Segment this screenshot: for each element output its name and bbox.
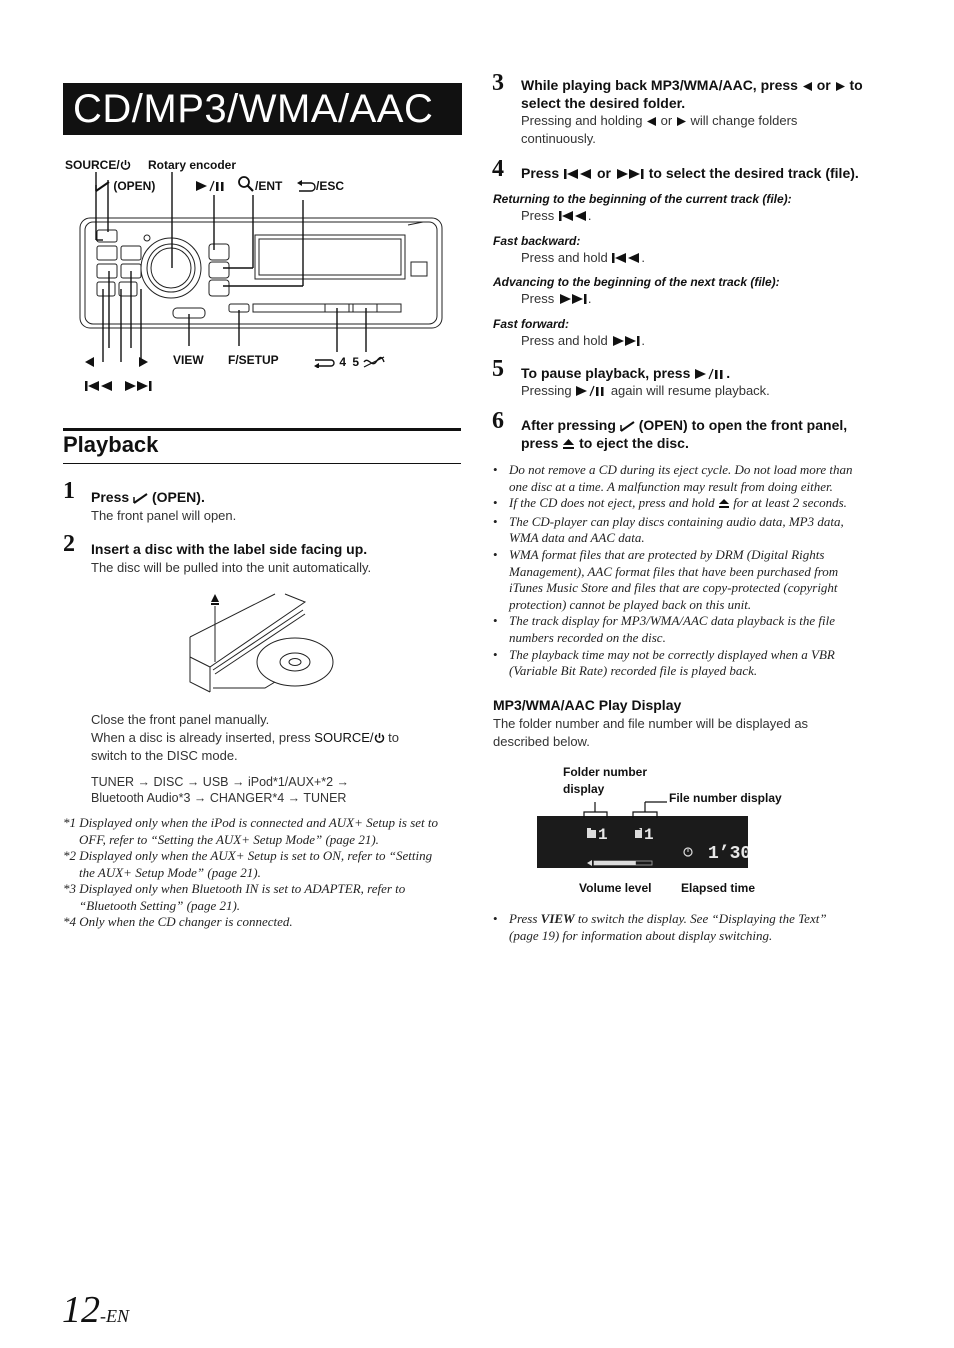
preset-five-label: 5: [352, 355, 360, 369]
footnote-4-line-1: Only when the CD changer is connected.: [79, 914, 293, 929]
left-arrow-icon: [802, 78, 813, 96]
step-1-title: [91, 488, 205, 508]
step-2-title: Insert a disc with the label side facing up.: [91, 541, 368, 557]
repeat-icon: [312, 356, 336, 371]
lcd-folder-number: 1: [598, 826, 608, 844]
random-icon: [362, 356, 386, 371]
open-label: [95, 179, 155, 195]
note-1-line-1: Do not remove a CD during its eject cycle. Do not load more than: [509, 462, 853, 477]
track-op-3-press: Press: [521, 291, 555, 306]
note-item: [493, 613, 893, 646]
view-note-item: • Press VIEW to switch the display. See “Displaying the Text” (page 19) for information about display switching.: [493, 911, 827, 943]
step-2-body: The disc will be pulled into the unit automatically.: [91, 560, 372, 575]
footnote-2-mark: *2: [63, 848, 76, 863]
note-item: [493, 547, 893, 613]
step-4-title-b: or: [596, 165, 611, 181]
note-4-line-4: protection) cannot be played back on this unit.: [509, 596, 752, 612]
footnote-1-line-2: OFF, refer to “Setting the AUX+ Setup Mode” (page 21).: [79, 831, 379, 847]
play-pause-label: [195, 179, 225, 195]
step-3-body: [521, 112, 797, 132]
next-track-icon: [615, 166, 645, 184]
open-label-text: (OPEN): [113, 179, 156, 193]
prev-track-icon: [558, 209, 588, 227]
note-3-line-1: The CD-player can play discs containing audio data, MP3 data,: [509, 513, 844, 529]
step-5-body: [521, 382, 770, 402]
note-item: [493, 462, 893, 495]
mode-sequence-line-1: TUNER → DISC → USB → iPod*1/AUX+*2 →: [91, 775, 350, 789]
section-heading: Playback: [63, 432, 159, 457]
footnote-3-line-1: Displayed only when Bluetooth IN is set to ADAPTER, refer to: [79, 881, 406, 896]
notes-list: [493, 462, 893, 680]
esc-label-text: /ESC: [316, 179, 345, 193]
footnote-3: [63, 881, 463, 914]
step-5-dot: .: [726, 365, 731, 381]
source-label-text: SOURCE/: [65, 158, 120, 172]
step-5-number: 5: [492, 356, 504, 382]
step-5-body-a: Pressing: [521, 383, 572, 398]
note-1-line-2: one disc at a time. A malfunction may result from doing either.: [509, 478, 833, 494]
step-3-body-b: or: [660, 113, 673, 128]
open-icon: [133, 490, 148, 508]
volume-level-label: Volume level: [579, 881, 652, 895]
right-arrow-icon: [835, 78, 846, 96]
close-panel-text: Close the front panel manually.: [91, 712, 270, 727]
step-3-title-b: or: [816, 77, 831, 93]
view-note-a: Press: [509, 911, 541, 926]
page-title: CD/MP3/WMA/AAC: [63, 83, 462, 135]
lcd-elapsed-time: 1’30: [708, 844, 748, 864]
step-3-title-line-2: select the desired folder.: [521, 95, 686, 111]
step-1-dot: .: [200, 489, 205, 505]
display-heading: MP3/WMA/AAC Play Display: [493, 697, 682, 713]
disc-inserted-text: [91, 729, 399, 749]
view-label: VIEW: [173, 353, 204, 367]
folder-number-label-2: display: [563, 782, 605, 796]
disc-inserted-a: When a disc is already inserted, press: [91, 730, 315, 745]
display-desc-line-2: described below.: [493, 734, 590, 749]
disc-inserted-c: to: [384, 730, 399, 745]
elapsed-time-label: Elapsed time: [681, 881, 756, 895]
step-4-title: [521, 164, 859, 184]
step-6-title-a: After pressing: [521, 417, 616, 433]
source-label: [65, 158, 131, 174]
repeat-random-label: [312, 355, 386, 371]
step-3-title: [521, 76, 863, 96]
right-arrow-icon: [137, 356, 149, 368]
note-2-line-b: for at least 2 seconds.: [733, 495, 847, 511]
track-op-4-text: [521, 332, 645, 352]
footnote-3-mark: *3: [63, 881, 76, 896]
step-5-body-b: again will resume playback.: [610, 383, 770, 398]
step-6-title-c: press: [521, 435, 559, 451]
track-op-2-title: Fast backward:: [493, 234, 581, 248]
step-6-title-d: to eject the disc.: [579, 435, 689, 451]
footnote-2-line-2: the AUX+ Setup Mode” (page 21).: [79, 864, 261, 880]
step-6-title: [521, 416, 847, 436]
eject-icon: [718, 497, 730, 514]
track-op-3-text: [521, 290, 591, 310]
step-3-number: 3: [492, 70, 504, 96]
footnote-1-mark: *1: [63, 815, 76, 830]
track-op-4-title: Fast forward:: [493, 317, 570, 331]
prev-track-label: [84, 379, 114, 397]
right-arrow-label: [137, 355, 149, 373]
disc-mode-text: switch to the DISC mode.: [91, 748, 238, 763]
note-4-line-3: iTunes Music Store and files that are copy-protected (copyright: [509, 580, 838, 596]
disc-inserted-source: SOURCE/: [314, 730, 374, 745]
step-2-number: 2: [63, 531, 75, 557]
step-6-title-line-2: [521, 434, 689, 454]
preset-four-label: 4: [339, 355, 347, 369]
track-op-3-suffix: .: [587, 291, 592, 306]
lcd-display-graphic: [537, 816, 748, 868]
rotary-encoder-label: Rotary encoder: [148, 158, 237, 172]
prev-track-icon: [611, 251, 641, 269]
left-arrow-icon: [84, 356, 96, 368]
right-arrow-icon: [676, 114, 687, 132]
track-op-4-suffix: .: [641, 333, 645, 348]
track-op-2-text: [521, 249, 645, 269]
footnote-2-line-1: Displayed only when the AUX+ Setup is set to ON, refer to “Setting: [79, 848, 433, 863]
note-6-line-1: The playback time may not be correctly displayed when a VBR: [509, 646, 835, 662]
page-number-value: 12: [62, 1289, 100, 1331]
note-3-line-2: WMA data and AAC data.: [509, 530, 645, 546]
track-op-2-press: Press and hold: [521, 250, 608, 265]
return-icon: [296, 180, 316, 195]
step-4-title-c: to select the desired track (file).: [648, 165, 859, 181]
track-op-1-press: Press: [521, 208, 555, 223]
note-4-line-2: Management), AAC format files that have been purchased from: [509, 563, 839, 579]
step-5-title: [521, 364, 730, 384]
eject-icon: [562, 436, 575, 454]
track-op-4-press: Press and hold: [521, 333, 608, 348]
track-op-2-suffix: .: [641, 250, 645, 265]
note-item: [493, 495, 893, 514]
open-icon: [95, 180, 110, 195]
fsetup-label: F/SETUP: [228, 353, 279, 367]
folder-number-label-1: Folder number: [563, 765, 648, 779]
step-4-title-a: Press: [521, 165, 560, 181]
power-icon: [120, 159, 131, 174]
mode-sequence-line-2: Bluetooth Audio*3 → CHANGER*4 → TUNER: [91, 791, 347, 805]
step-6-number: 6: [492, 408, 504, 434]
section-rule-top: [63, 428, 461, 431]
section-rule-bottom: [63, 463, 461, 464]
footnote-4: [63, 914, 463, 931]
esc-label: [296, 179, 344, 195]
next-track-label: [123, 379, 153, 397]
page-number: [62, 1288, 129, 1332]
left-arrow-icon: [646, 114, 657, 132]
view-note-c: to switch the display. See “Displaying the Text”: [574, 911, 827, 926]
step-1-press: Press: [91, 489, 130, 505]
play-pause-icon: [195, 180, 225, 195]
step-1-open: (OPEN): [151, 489, 201, 505]
step-6-open: (OPEN): [638, 417, 688, 433]
note-item: [493, 514, 893, 547]
step-5-title-text: To pause playback, press: [521, 365, 691, 381]
next-track-icon: [611, 334, 641, 352]
note-5-line-1: The track display for MP3/WMA/AAC data playback is the file: [509, 613, 836, 629]
track-op-1-title: Returning to the beginning of the current track (file):: [493, 192, 792, 206]
step-4-number: 4: [492, 156, 504, 182]
page-number-suffix: -EN: [100, 1306, 129, 1326]
footnote-4-mark: *4: [63, 914, 76, 929]
search-icon: [237, 176, 255, 195]
step-3-title-c: to: [849, 77, 863, 93]
step-1-number: 1: [63, 478, 75, 504]
step-3-title-a: While playing back MP3/WMA/AAC, press: [521, 77, 798, 93]
prev-track-icon: [563, 166, 593, 184]
volume-level-fill: [594, 861, 636, 865]
view-note-d: (page 19) for information about display switching.: [509, 927, 773, 943]
view-note-view: VIEW: [540, 911, 575, 926]
track-op-1-text: [521, 207, 591, 227]
file-number-label: File number display: [669, 791, 782, 805]
ent-label-text: /ENT: [255, 179, 283, 193]
view-note: [493, 911, 893, 944]
lcd-display: [537, 816, 748, 868]
note-6-line-2: (Variable Bit Rate) recorded file is played back.: [509, 663, 758, 679]
step-3-body-a: Pressing and holding: [521, 113, 643, 128]
left-arrow-label: [84, 355, 96, 373]
footnote-2: [63, 848, 463, 881]
lcd-file-number: 1: [644, 826, 654, 844]
disc-insert-illustration: [185, 592, 345, 702]
prev-track-icon: [84, 380, 114, 392]
track-op-3-title: Advancing to the beginning of the next track (file):: [493, 275, 780, 289]
step-3-body-line-2: continuously.: [521, 131, 596, 146]
step-6-title-b: to open the front panel,: [691, 417, 848, 433]
next-track-icon: [123, 380, 153, 392]
step-1-body: The front panel will open.: [91, 508, 237, 523]
display-desc-line-1: The folder number and file number will be displayed as: [493, 716, 809, 731]
power-icon: [374, 731, 385, 749]
note-4-line-1: WMA format files that are protected by DRM (Digital Rights: [509, 546, 825, 562]
track-op-1-suffix: .: [587, 208, 592, 223]
note-2-line-a: If the CD does not eject, press and hold: [509, 495, 715, 511]
next-track-icon: [558, 292, 588, 310]
footnote-3-line-2: “Bluetooth Setting” (page 21).: [79, 897, 241, 913]
note-5-line-2: numbers recorded on the disc.: [509, 629, 666, 645]
footnote-1-line-1: Displayed only when the iPod is connected and AUX+ Setup is set to: [79, 815, 438, 830]
ent-label: [237, 176, 282, 195]
step-3-body-c: will change folders: [690, 113, 798, 128]
play-pause-icon: [575, 384, 607, 402]
footnote-1: [63, 815, 463, 848]
folder-number-label: [563, 764, 647, 798]
note-item: [493, 647, 893, 680]
